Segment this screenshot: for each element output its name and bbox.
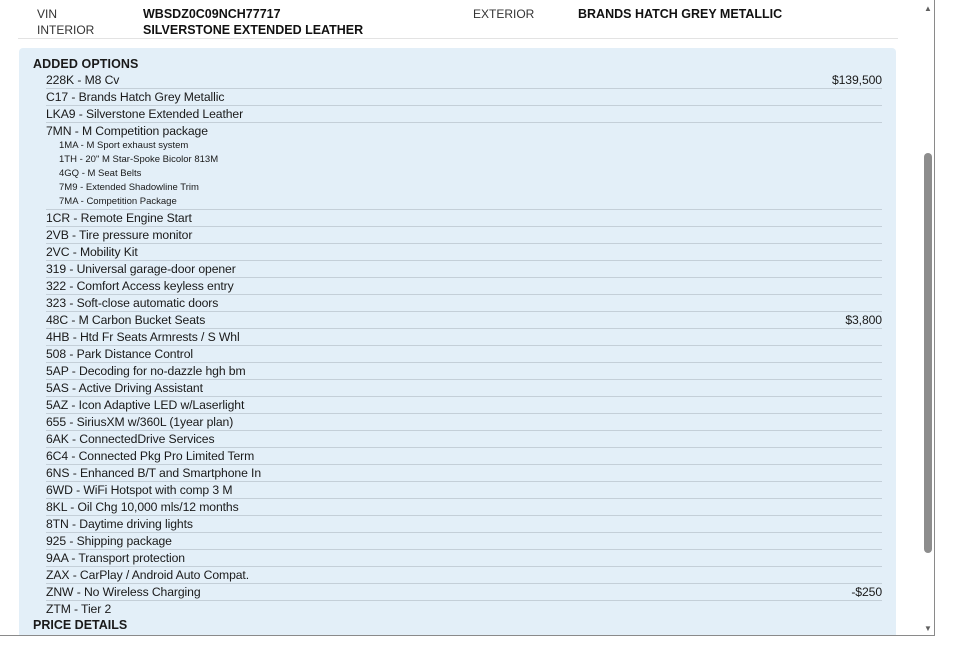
- vin-label: VIN: [37, 7, 58, 21]
- option-row: [46, 448, 882, 465]
- option-price: $3,800: [845, 313, 882, 327]
- exterior-value: BRANDS HATCH GREY METALLIC: [578, 7, 783, 21]
- option-row: [46, 261, 882, 278]
- option-text: 48C - M Carbon Bucket Seats: [46, 313, 206, 327]
- added-options-title: ADDED OPTIONS: [33, 57, 139, 71]
- added-options-list: [46, 72, 882, 617]
- option-row: [46, 516, 882, 533]
- option-price: -$250: [851, 585, 882, 599]
- option-row: [46, 499, 882, 516]
- option-text: 5AS - Active Driving Assistant: [46, 381, 203, 395]
- option-text: 319 - Universal garage-door opener: [46, 262, 236, 276]
- option-text: 6C4 - Connected Pkg Pro Limited Term: [46, 449, 255, 463]
- option-text: 322 - Comfort Access keyless entry: [46, 279, 234, 293]
- option-text: 6WD - WiFi Hotspot with comp 3 M: [46, 483, 233, 497]
- option-subitem: 7M9 - Extended Shadowline Trim: [59, 182, 199, 193]
- option-row: [46, 329, 882, 346]
- option-text: 6NS - Enhanced B/T and Smartphone In: [46, 466, 262, 480]
- option-subitem: 4GQ - M Seat Belts: [59, 168, 142, 179]
- option-row: [46, 72, 882, 89]
- option-row: [46, 244, 882, 261]
- option-row: [46, 312, 882, 329]
- option-text: ZNW - No Wireless Charging: [46, 585, 201, 599]
- option-text: 323 - Soft-close automatic doors: [46, 296, 219, 310]
- option-text: 8KL - Oil Chg 10,000 mls/12 months: [46, 500, 239, 514]
- option-text: 655 - SiriusXM w/360L (1year plan): [46, 415, 234, 429]
- option-text: 6AK - ConnectedDrive Services: [46, 432, 215, 446]
- option-row: [46, 567, 882, 584]
- option-row: [46, 584, 882, 601]
- option-subitem: 1TH - 20" M Star-Spoke Bicolor 813M: [59, 154, 219, 165]
- option-row: [46, 482, 882, 499]
- price-details-title: PRICE DETAILS: [33, 618, 128, 632]
- option-row: [46, 210, 882, 227]
- option-text: 2VC - Mobility Kit: [46, 245, 138, 259]
- option-text: LKA9 - Silverstone Extended Leather: [46, 107, 244, 121]
- option-row: [46, 414, 882, 431]
- option-text: 1CR - Remote Engine Start: [46, 211, 192, 225]
- option-text: ZAX - CarPlay / Android Auto Compat.: [46, 568, 250, 582]
- option-row: [46, 227, 882, 244]
- option-text: 508 - Park Distance Control: [46, 347, 194, 361]
- option-row: [46, 397, 882, 414]
- option-row: [46, 123, 882, 139]
- option-row: [46, 550, 882, 567]
- option-text: 9AA - Transport protection: [46, 551, 185, 565]
- exterior-label: EXTERIOR: [473, 7, 535, 21]
- option-row: [46, 295, 882, 312]
- option-row: [46, 363, 882, 380]
- scroll-down-arrow-icon[interactable]: ▼: [924, 624, 932, 633]
- interior-value: SILVERSTONE EXTENDED LEATHER: [143, 23, 364, 37]
- scrollbar-thumb[interactable]: [924, 153, 932, 553]
- interior-label: INTERIOR: [37, 23, 95, 37]
- option-text: 5AP - Decoding for no-dazzle hgh bm: [46, 364, 246, 378]
- info-divider: [18, 38, 898, 39]
- option-subitem: 1MA - M Sport exhaust system: [59, 140, 189, 151]
- option-row: [46, 346, 882, 363]
- option-text: 7MN - M Competition package: [46, 124, 208, 138]
- option-row: [46, 89, 882, 106]
- option-price: $139,500: [831, 73, 882, 87]
- option-row: [46, 278, 882, 295]
- option-text: 5AZ - Icon Adaptive LED w/Laserlight: [46, 398, 245, 412]
- vin-value: WBSDZ0C09NCH77717: [143, 7, 281, 21]
- option-row: [46, 431, 882, 448]
- option-text: 8TN - Daytime driving lights: [46, 517, 193, 531]
- option-text: C17 - Brands Hatch Grey Metallic: [46, 90, 225, 104]
- option-text: 925 - Shipping package: [46, 534, 172, 548]
- option-text: 2VB - Tire pressure monitor: [46, 228, 193, 242]
- option-row: [46, 601, 882, 617]
- vertical-scrollbar[interactable]: [921, 0, 935, 636]
- vehicle-info: [0, 0, 920, 40]
- scroll-up-arrow-icon[interactable]: ▲: [924, 4, 932, 13]
- option-row: [46, 106, 882, 123]
- option-row: [46, 380, 882, 397]
- added-options-panel: [19, 48, 896, 636]
- option-row: [46, 465, 882, 482]
- option-text: ZTM - Tier 2: [46, 602, 112, 616]
- option-row: [46, 533, 882, 550]
- option-text: 228K - M8 Cv: [46, 73, 120, 87]
- option-text: 4HB - Htd Fr Seats Armrests / S Whl: [46, 330, 240, 344]
- option-subitem: 7MA - Competition Package: [46, 195, 882, 210]
